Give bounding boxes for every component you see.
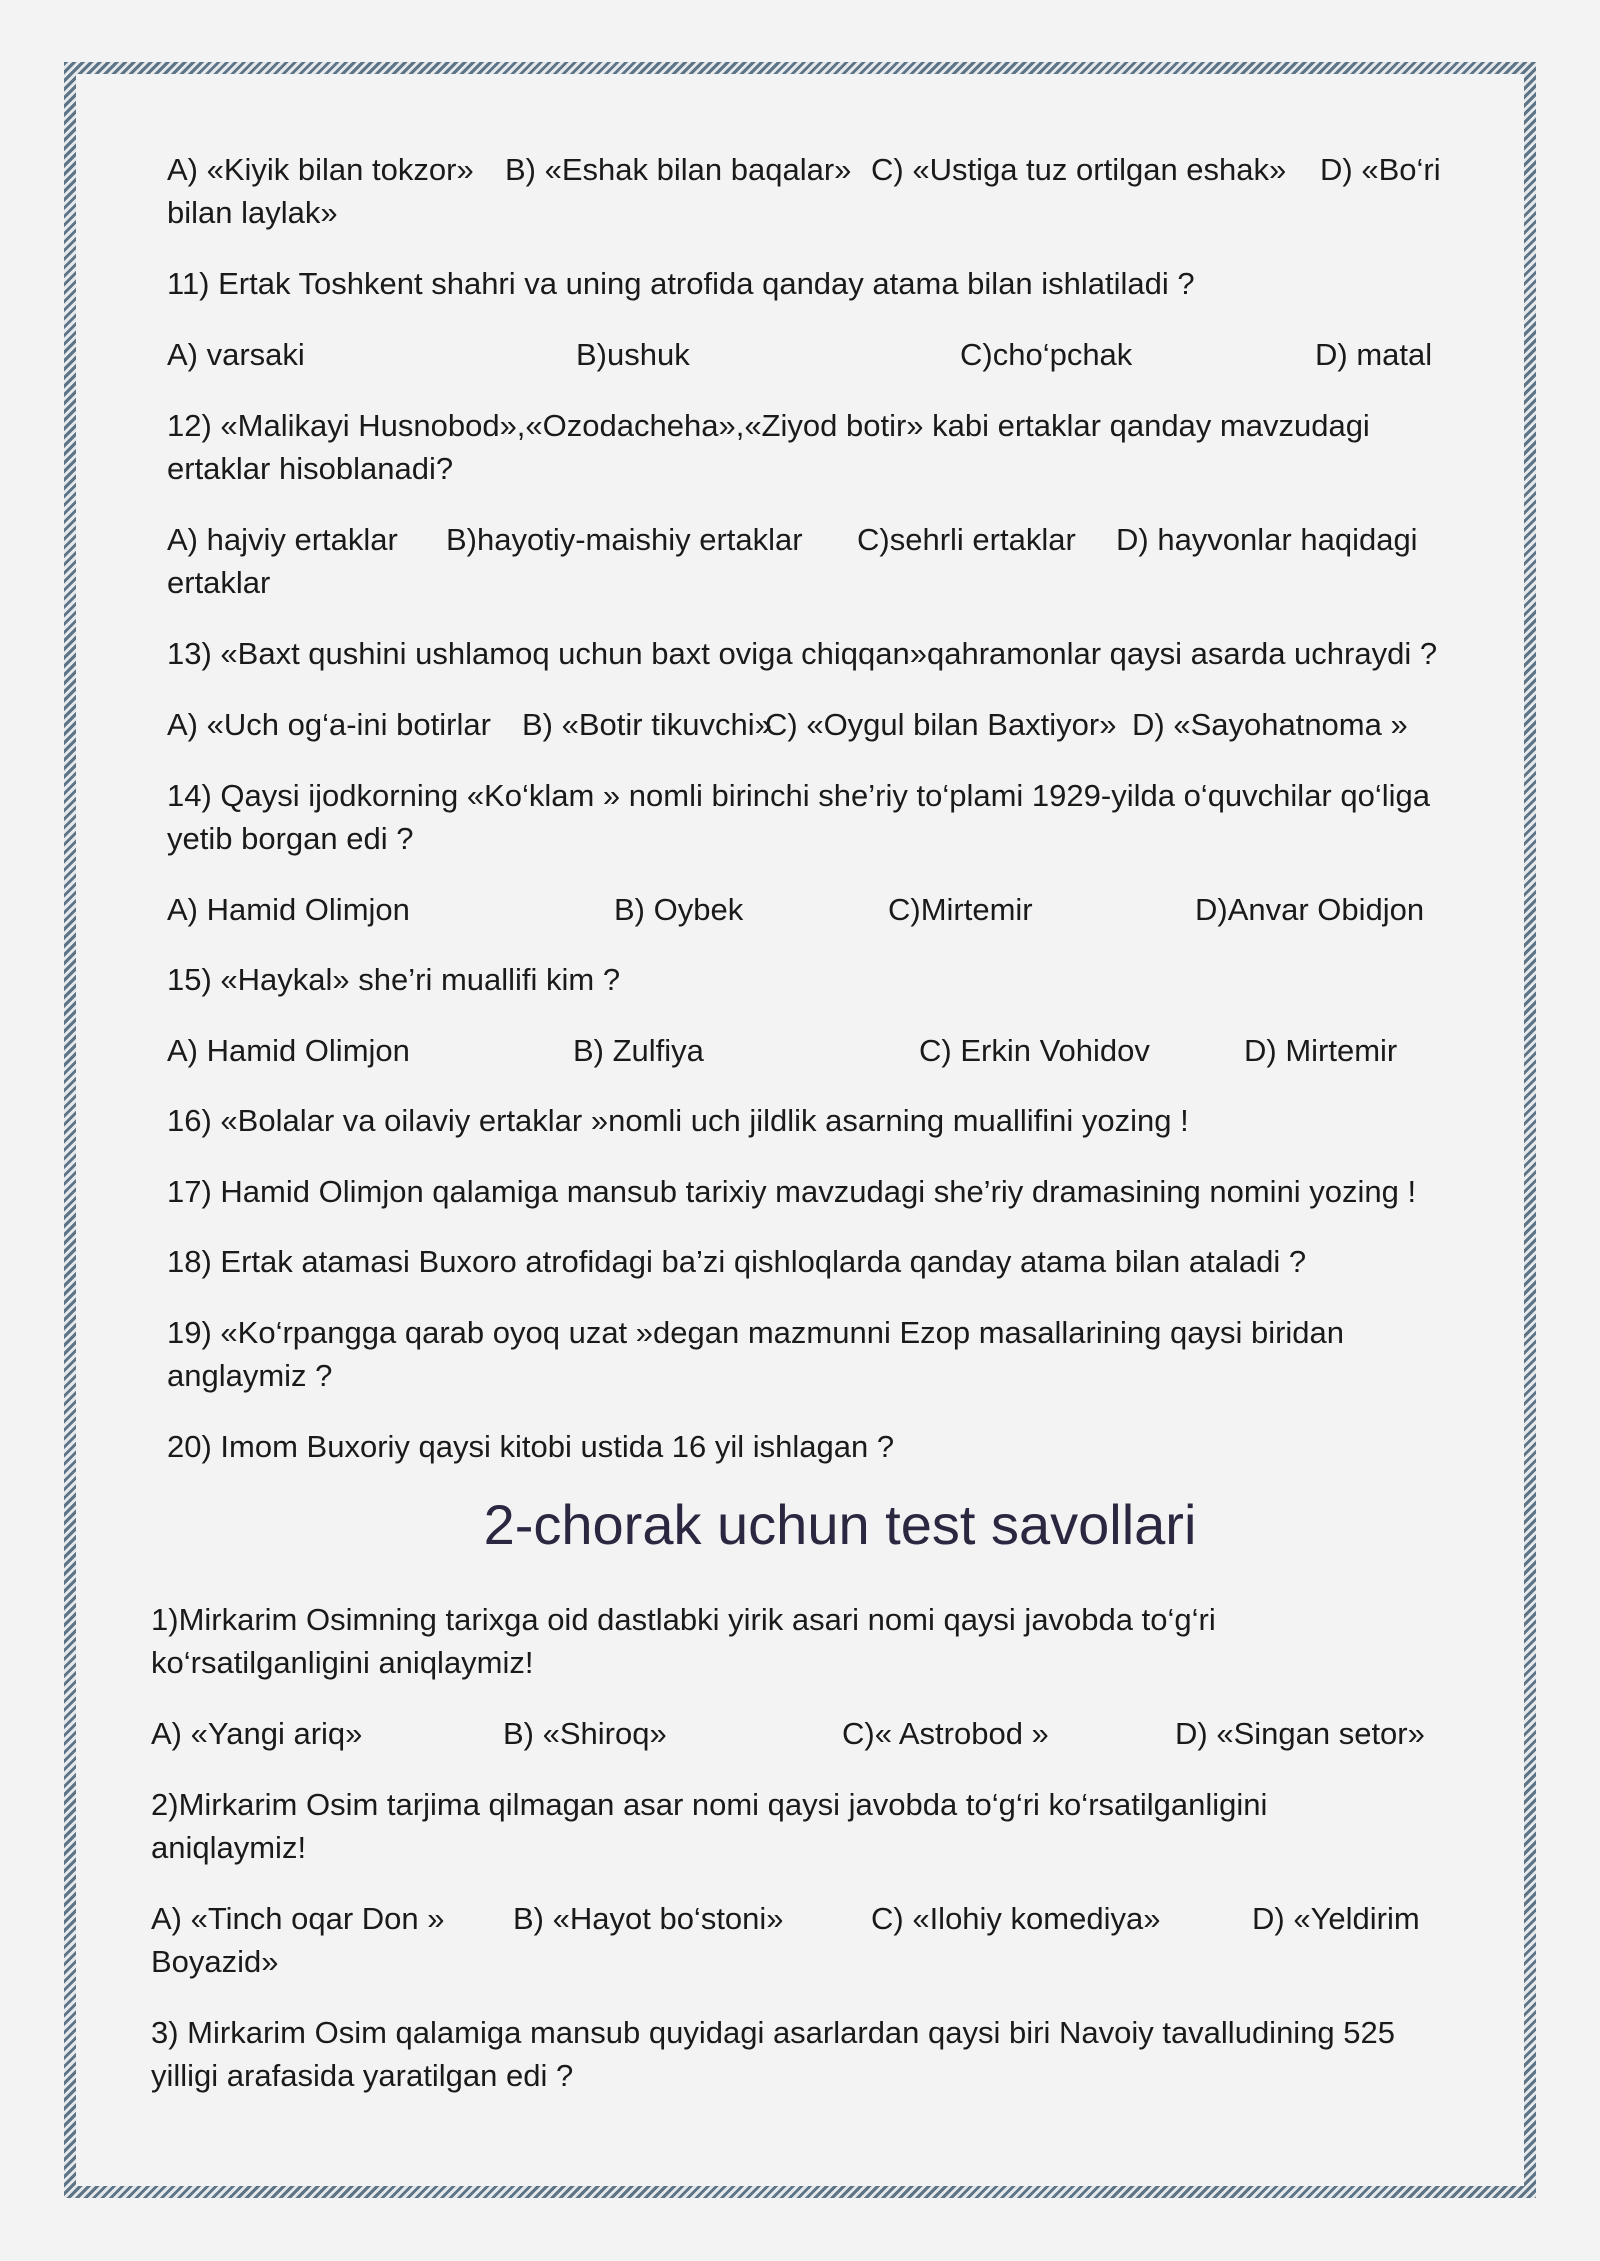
q13-option-a: A) «Uch og‘a-ini botirlar [167, 707, 491, 742]
s2-q1-option-c: C)« Astrobod » [842, 1716, 1049, 1751]
question-14: 14) Qaysi ijodkorning «Ko‘klam » nomli birinchi she’riy to‘plami 1929-yilda o‘quvchilar qo‘liga [167, 778, 1430, 813]
question-20: 20) Imom Buxoriy qaysi kitobi ustida 16 yil ishlagan ? [167, 1429, 895, 1464]
q14-option-b: B) Oybek [614, 892, 744, 927]
s2-q1-option-b: B) «Shiroq» [503, 1716, 667, 1751]
s2-q2-option-b: B) «Hayot bo‘stoni» [513, 1901, 784, 1936]
section-heading: 2-chorak uchun test savollari [483, 1493, 1197, 1556]
q15-option-c: C) Erkin Vohidov [919, 1033, 1150, 1068]
s2-question-1-cont: ko‘rsatilganligini aniqlaymiz! [151, 1645, 534, 1680]
q15-option-a: A) Hamid Olimjon [167, 1033, 410, 1068]
q12-option-d: D) hayvonlar haqidagi [1116, 522, 1418, 557]
question-18: 18) Ertak atamasi Buxoro atrofidagi ba’zi qishloqlarda qanday atama bilan ataladi ? [167, 1244, 1307, 1279]
q14-option-a: A) Hamid Olimjon [167, 892, 410, 927]
q10-option-d: D) «Bo‘ri [1320, 152, 1441, 187]
question-17: 17) Hamid Olimjon qalamiga mansub tarixiy mavzudagi she’riy dramasining nomini yozing ! [167, 1174, 1417, 1209]
q14-option-d: D)Anvar Obidjon [1195, 892, 1425, 927]
s2-q2-option-a: A) «Tinch oqar Don » [151, 1901, 445, 1936]
s2-question-2-cont: aniqlaymiz! [151, 1830, 307, 1865]
s2-q1-option-a: A) «Yangi ariq» [151, 1716, 363, 1751]
question-15: 15) «Haykal» she’ri muallifi kim ? [167, 962, 621, 997]
question-11: 11) Ertak Toshkent shahri va uning atrofida qanday atama bilan ishlatiladi ? [167, 266, 1195, 301]
q13-option-b: B) «Botir tikuvchi» [522, 707, 772, 742]
question-12: 12) «Malikayi Husnobod»,«Ozodacheha»,«Ziyod botir» kabi ertaklar qanday mavzudagi [167, 408, 1370, 443]
question-14-cont: yetib borgan edi ? [167, 821, 414, 856]
q15-option-b: B) Zulfiya [573, 1033, 704, 1068]
q12-option-a: A) hajviy ertaklar [167, 522, 398, 557]
s2-q2-option-d: D) «Yeldirim [1252, 1901, 1420, 1936]
s2-q2-option-c: C) «Ilohiy komediya» [871, 1901, 1161, 1936]
question-13: 13) «Baxt qushini ushlamoq uchun baxt oviga chiqqan»qahramonlar qaysi asarda uchraydi ? [167, 636, 1438, 671]
q11-option-a: A) varsaki [167, 337, 305, 372]
q12-option-d-cont: ertaklar [167, 565, 271, 600]
s2-question-3: 3) Mirkarim Osim qalamiga mansub quyidagi asarlardan qaysi biri Navoiy tavalludining 525 [151, 2015, 1396, 2050]
q11-option-c: C)cho‘pchak [960, 337, 1133, 372]
s2-q1-option-d: D) «Singan setor» [1175, 1716, 1425, 1751]
q12-option-c: C)sehrli ertaklar [857, 522, 1076, 557]
question-19-cont: anglaymiz ? [167, 1358, 333, 1393]
q11-option-b: B)ushuk [576, 337, 690, 372]
q10-option-d-cont: bilan laylak» [167, 195, 338, 230]
q10-option-b: B) «Eshak bilan baqalar» [505, 152, 852, 187]
s2-question-1: 1)Mirkarim Osimning tarixga oid dastlabki yirik asari nomi qaysi javobda to‘g‘ri [151, 1602, 1216, 1637]
question-12-cont: ertaklar hisoblanadi? [167, 451, 454, 486]
q10-option-a: A) «Kiyik bilan tokzor» [167, 152, 474, 187]
q10-option-c: C) «Ustiga tuz ortilgan eshak» [871, 152, 1287, 187]
s2-q2-option-d-cont: Boyazid» [151, 1944, 279, 1979]
q12-option-b: B)hayotiy-maishiy ertaklar [446, 522, 803, 557]
q14-option-c: C)Mirtemir [888, 892, 1033, 927]
q13-option-d: D) «Sayohatnoma » [1132, 707, 1408, 742]
q15-option-d: D) Mirtemir [1244, 1033, 1398, 1068]
q11-option-d: D) matal [1315, 337, 1433, 372]
s2-question-3-cont: yilligi arafasida yaratilgan edi ? [151, 2058, 574, 2093]
question-19: 19) «Ko‘rpangga qarab oyoq uzat »degan mazmunni Ezop masallarining qaysi biridan [167, 1315, 1345, 1350]
s2-question-2: 2)Mirkarim Osim tarjima qilmagan asar nomi qaysi javobda to‘g‘ri ko‘rsatilganligini [151, 1787, 1268, 1822]
question-16: 16) «Bolalar va oilaviy ertaklar »nomli uch jildlik asarning muallifini yozing ! [167, 1103, 1189, 1138]
q13-option-c: C) «Oygul bilan Baxtiyor» [765, 707, 1117, 742]
